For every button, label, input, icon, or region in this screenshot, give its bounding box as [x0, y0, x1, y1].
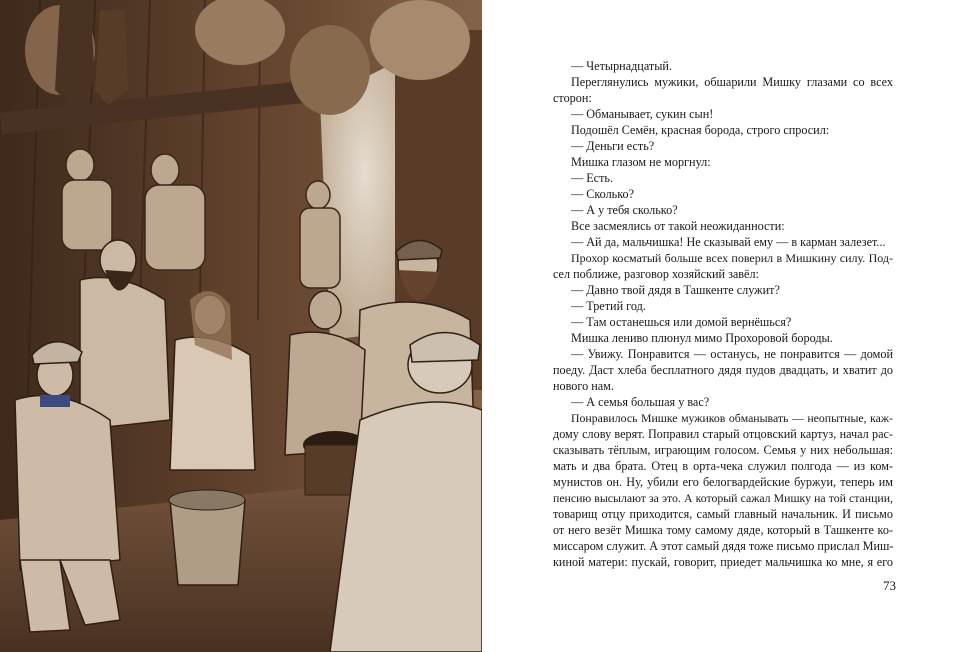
text-line: дому слову верят. Поправил старый отцовский картуз, начал рас-	[553, 427, 893, 441]
text-line: — Обманывает, сукин сын!	[571, 107, 714, 121]
text-line: поеду. Даст хлеба бесплатного дядя пудов двадцать, и хватит до	[553, 363, 893, 377]
text-line: — Там останешься или домой вернёшься?	[571, 315, 792, 329]
text-line: — А семья большая у вас?	[571, 395, 710, 409]
text-line: сказывать тёплым, играющим голосом. Семья у них небольшая:	[553, 443, 893, 457]
text-line: товарищ отцу приходится, самый главный начальник. И письмо	[553, 507, 893, 521]
text-line: Подошёл Семён, красная борода, строго спросил:	[571, 123, 830, 137]
text-line: — Четырнадцатый.	[571, 59, 673, 73]
text-line: миссаром служит. А этот самый дядя тоже письмо прислал Миш-	[553, 539, 894, 553]
text-line: — Деньги есть?	[571, 139, 655, 153]
text-line: Мишка глазом не моргнул:	[571, 155, 711, 169]
text-line: сел поближе, разговор хозяйский завёл:	[553, 267, 759, 281]
text-line: пенсию высылают за это. А который сажал Мишку на той станции,	[553, 491, 893, 505]
text-line: Прохор косматый больше всех поверил в Мишкину силу. Под-	[571, 251, 893, 265]
text-line: Понравилось Мишке мужиков обманывать — неопытные, каж-	[571, 411, 893, 425]
page-number: 73	[883, 578, 896, 593]
text-line: — Сколько?	[571, 187, 635, 201]
text-line: Все засмеялись от такой неожиданности:	[571, 219, 785, 233]
text-line: Переглянулись мужики, обшарили Мишку глазами со всех	[571, 75, 893, 89]
text-line: — Увижу. Понравится — останусь, не понравится — домой	[571, 347, 893, 361]
text-line: — Третий год.	[571, 299, 646, 313]
text-line: — А у тебя сколько?	[571, 203, 678, 217]
text-line: мунистов он. Ну, убили его белогвардейские буржуи, теперь им	[553, 475, 893, 489]
text-line: — Есть.	[571, 171, 614, 185]
text-line: нового нам.	[553, 379, 614, 393]
text-line: киной матери: пускай, говорит, приедет мальчишка ко мне, я его	[553, 555, 893, 569]
text-line: мать и два брата. Отец в орта-чека служил полгода — из ком-	[553, 459, 893, 473]
text-line: Мишка лениво плюнул мимо Прохоровой бороды.	[571, 331, 833, 345]
text-line: — Ай да, мальчишка! Не сказывай ему — в карман залезет...	[571, 235, 886, 249]
text-line: сторон:	[553, 91, 592, 105]
text-line: от него везёт Мишка тому самому дяде, который в Ташкенте ко-	[553, 523, 893, 537]
body-text	[553, 58, 893, 570]
text-line: — Давно твой дядя в Ташкенте служит?	[571, 283, 780, 297]
